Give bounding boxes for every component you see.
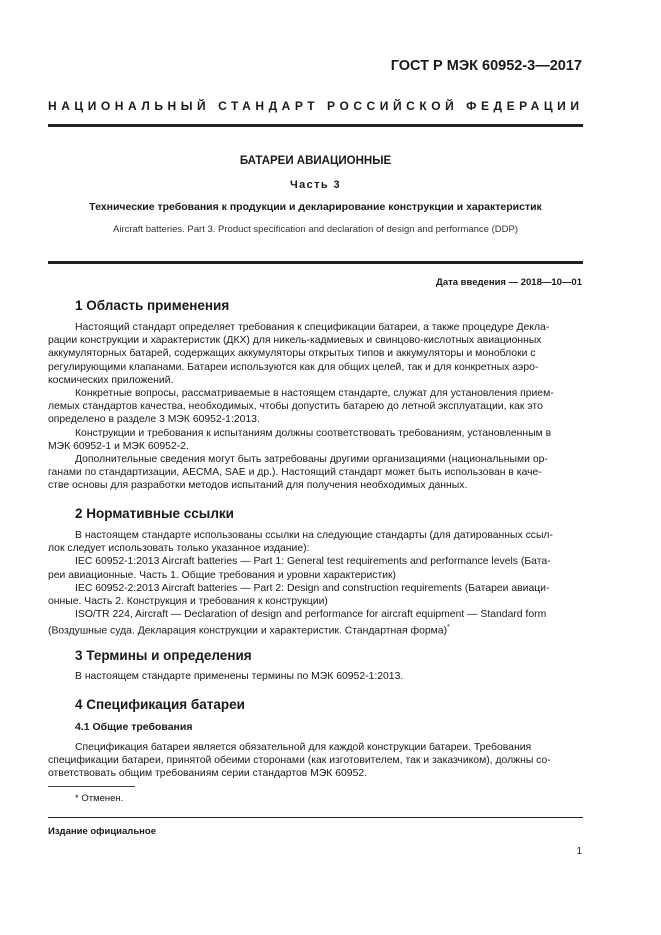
text-line: В настоящем стандарте применены термины по МЭК 60952-1:2013. xyxy=(75,671,404,682)
edition-label: Издание официальное xyxy=(48,826,156,837)
text-line: ганами по стандартизации, AECMA, SAE и др.). Настоящий стандарт может быть использован в каче- xyxy=(48,467,542,479)
text-line: онные. Часть 2. Конструкция и требования к конструкции) xyxy=(48,596,328,608)
text-line: ответствовать общим требованиям серии стандартов МЭК 60952. xyxy=(48,768,368,780)
section-1-heading: 1 Область применения xyxy=(75,298,230,313)
text-line: МЭК 60952-1 и МЭК 60952-2. xyxy=(48,440,189,452)
text-line: определено в разделе 3 МЭК 60952-1:2013. xyxy=(48,414,260,426)
header-rule xyxy=(48,124,583,127)
section-4-body xyxy=(48,741,583,781)
text-line: космических приложений. xyxy=(48,374,174,386)
text-line: регулирующими клапанами. Батареи используются как для общих целей, так и для конкретных аэро- xyxy=(48,361,539,373)
text-line: IEC 60952-2:2013 Aircraft batteries — Part 2: Design and construction requirements (Батареи авиаци- xyxy=(75,582,550,594)
document-number: ГОСТ Р МЭК 60952-3—2017 xyxy=(390,58,582,74)
footnote-rule xyxy=(48,786,135,787)
section-2-body xyxy=(48,529,583,638)
national-standard-banner: НАЦИОНАЛЬНЫЙ СТАНДАРТ РОССИЙСКОЙ ФЕДЕРАЦИИ xyxy=(48,99,584,113)
footnote: * Отменен. xyxy=(75,793,124,804)
text-line: Конструкции и требования к испытаниям должны соответствовать требованиям, установленным в xyxy=(75,427,552,439)
subsection-4-1-heading: 4.1 Общие требования xyxy=(75,721,193,733)
footnote-mark: * xyxy=(447,624,450,632)
document-subtitle: Технические требования к продукции и декларирование конструкции и характеристик xyxy=(89,201,542,213)
document-title: БАТАРЕИ АВИАЦИОННЫЕ xyxy=(239,155,392,167)
text-line: В настоящем стандарте использованы ссылки на следующие стандарты (для датированных ссыл- xyxy=(75,530,553,541)
english-title: Aircraft batteries. Part 3. Product specification and declaration of design and performance (DDP) xyxy=(112,224,518,235)
page-number: 1 xyxy=(576,846,582,857)
section-2-heading: 2 Нормативные ссылки xyxy=(75,506,234,521)
text-line: лок следует использовать только указанное издание): xyxy=(48,543,310,555)
introduction-date: Дата введения — 2018—10—01 xyxy=(436,277,582,288)
text-line: Дополнительные сведения могут быть затребованы другими организациями (национальными ор- xyxy=(75,454,548,466)
text-line: ISO/TR 224, Aircraft — Declaration of design and performance for aircraft equipment — Standard form xyxy=(75,609,547,621)
text-line-content: (Воздушные суда. Декларация конструкции и характеристик. Стандартная форма) xyxy=(48,625,448,637)
text-line: реи авиационные. Часть 1. Общие требования и уровни характеристик) xyxy=(48,569,397,581)
title-rule xyxy=(48,261,583,264)
section-1-body xyxy=(48,321,583,493)
text-line: Спецификация батареи является обязательной для каждой конструкции батареи. Требования xyxy=(75,742,532,753)
text-line: Настоящий стандарт определяет требования к спецификации батареи, а также процедуре Декла- xyxy=(75,322,550,333)
section-4-heading: 4 Спецификация батареи xyxy=(75,697,245,712)
text-line: IEC 60952-1:2013 Aircraft batteries — Part 1: General test requirements and performance levels (Бата- xyxy=(75,556,551,568)
text-line xyxy=(48,621,583,638)
text-line: рации конструкции и характеристик (ДКХ) для никель-кадмиевых и свинцово-кислотных авиационных xyxy=(48,335,542,347)
text-line: стве основы для разработки методов испытаний для получения необходимых данных. xyxy=(48,480,468,492)
text-line: лемых стандартов качества, необходимых, чтобы допустить батарею до летной эксплуатации, как это xyxy=(48,401,543,413)
document-part: Часть 3 xyxy=(289,179,342,191)
text-line: Конкретные вопросы, рассматриваемые в настоящем стандарте, служат для установления прием- xyxy=(75,388,554,400)
footer-rule xyxy=(48,817,583,818)
text-line: аккумуляторных батарей, содержащих аккумуляторы открытых типов и аккумуляторы и моноблоки с xyxy=(48,348,536,360)
section-3-body xyxy=(48,670,583,683)
text-line: спецификации батареи, принятой обеими сторонами (как изготовителем, так и заказчиком), должны со- xyxy=(48,755,551,767)
section-3-heading: 3 Термины и определения xyxy=(75,648,252,663)
